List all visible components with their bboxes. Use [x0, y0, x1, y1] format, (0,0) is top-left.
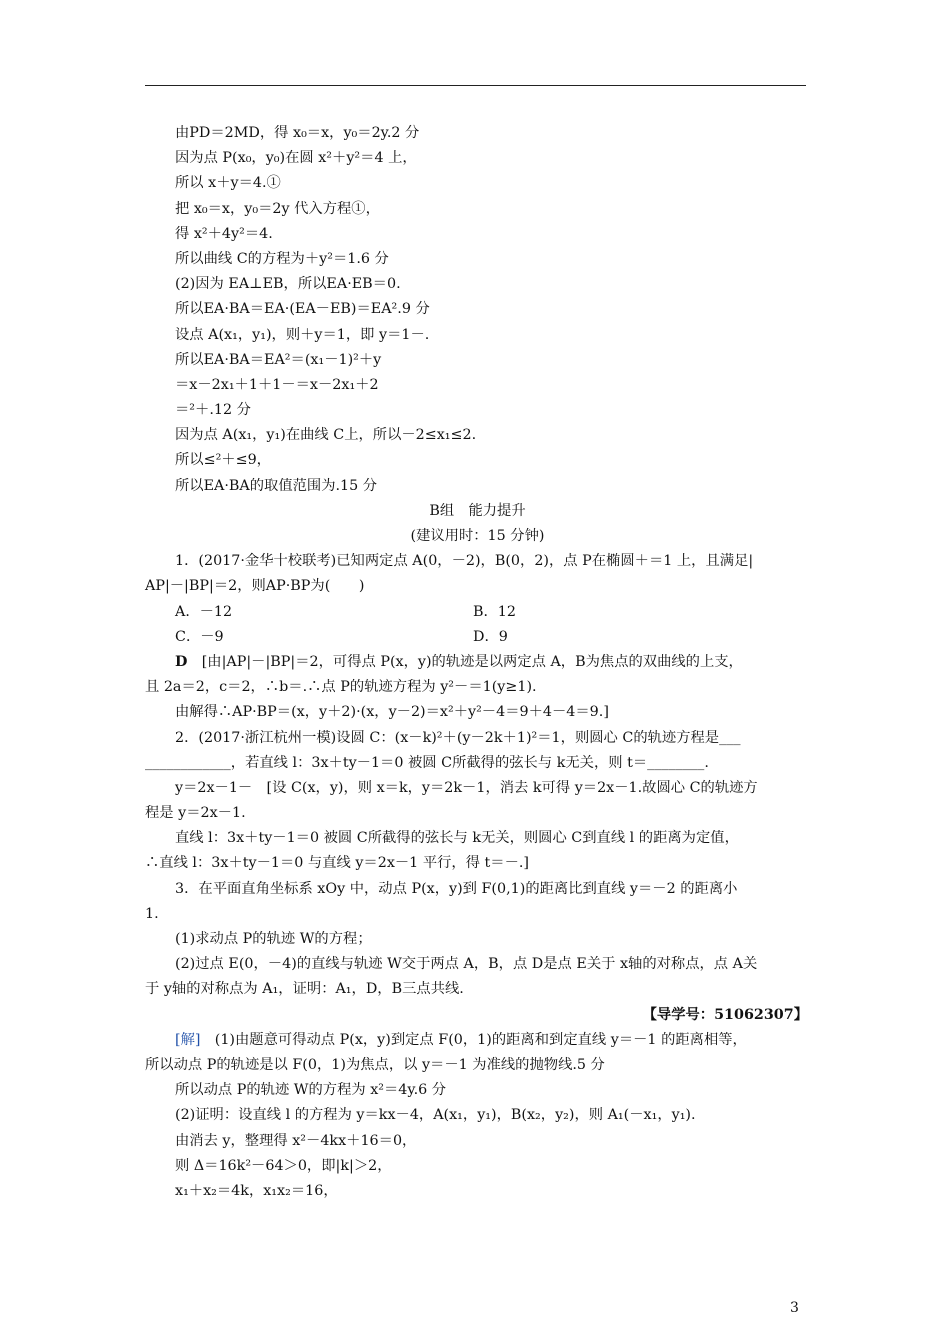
- text-line: 且 2a＝2，c＝2，∴b＝.∴点 P的轨迹方程为 y²－＝1(y≥1).: [145, 679, 537, 696]
- text-line: ∴直线 l：3x＋ty－1＝0 与直线 y＝2x－1 平行，得 t＝－.]: [145, 855, 530, 872]
- text-line: 所以曲线 C的方程为＋y²＝1.6 分: [175, 250, 389, 267]
- text-line: 直线 l：3x＋ty－1＝0 被圆 C所截得的弦长与 k无关，则圆心 C到直线 l 的距离为定值，: [175, 830, 739, 847]
- header-rule: [145, 85, 806, 86]
- text-line: 所以EA·BA＝EA²＝(x₁－1)²＋y: [175, 351, 382, 368]
- text-line: 程是 y＝2x－1.: [145, 805, 246, 822]
- text-line: (1)求动点 P的轨迹 W的方程；: [175, 931, 372, 947]
- answer-text: [由|AP|－|BP|＝2，可得点 P(x，y)的轨迹是以两定点 A，B为焦点的双曲线的上支，: [187, 653, 743, 670]
- question-2: 2．(2017·浙江杭州一模)设圆 C：(x－k)²＋(y－2k＋1)²＝1，则圆心 C的轨迹方程是___: [175, 729, 741, 746]
- text-line: 由消去 y，整理得 x²－4kx＋16＝0，: [175, 1132, 417, 1149]
- solution-tag: [解]: [175, 1031, 201, 1048]
- text-line: 把 x₀＝x，y₀＝2y 代入方程①，: [175, 200, 380, 217]
- text-line: (2)证明：设直线 l 的方程为 y＝kx－4，A(x₁，y₁)，B(x₂，y₂)，则 A₁(－x₁，y₁).: [175, 1107, 696, 1124]
- text-line: 由解得∴AP·BP＝(x，y＋2)·(x，y－2)＝x²＋y²－4＝9＋4－4＝9.]: [175, 704, 609, 721]
- options-row: [145, 600, 810, 625]
- text-line: 得 x²＋4y²＝4.: [175, 225, 273, 242]
- text-line: ＝x－2x₁＋1＋1－＝x－2x₁＋2: [175, 376, 379, 393]
- solution-text: (1)由题意可得动点 P(x，y)到定点 F(0，1)的距离和到定直线 y＝－1 的距离相等，: [200, 1031, 747, 1048]
- question-1: 1．(2017·金华十校联考)已知两定点 A(0，－2)，B(0，2)，点 P在椭圆＋＝1 上，且满足|: [175, 553, 754, 570]
- options-row: [145, 625, 810, 650]
- text-line: 所以 x＋y＝4.①: [175, 175, 281, 192]
- text-line: ＝²＋.12 分: [175, 402, 251, 419]
- answer-line: [145, 650, 810, 675]
- text-line: 所以动点 P的轨迹是以 F(0，1)为焦点，以 y＝－1 为准线的抛物线.5 分: [145, 1056, 605, 1073]
- page-number: 3: [790, 1300, 799, 1316]
- text-line: 1.: [145, 905, 159, 922]
- section-subtitle: (建议用时：15 分钟): [410, 528, 545, 544]
- section-title: B组 能力提升: [429, 502, 526, 519]
- text-line: 因为点 A(x₁，y₁)在曲线 C上，所以－2≤x₁≤2.: [175, 427, 477, 444]
- text-line: y＝2x－1－ [设 C(x，y)，则 x＝k，y＝2k－1，消去 k可得 y＝2x－1.故圆心 C的轨迹方: [175, 779, 758, 796]
- text-line: ____________，若直线 l：3x＋ty－1＝0 被圆 C所截得的弦长与 k无关，则 t＝________.: [145, 754, 709, 771]
- text-line: 设点 A(x₁，y₁)，则＋y＝1，即 y＝1－.: [175, 326, 430, 343]
- answer-letter: D: [175, 653, 188, 670]
- text-line: 由PD＝2MD，得 x₀＝x，y₀＝2y.2 分: [175, 125, 420, 141]
- text-line: 所以EA·BA的取值范围为.15 分: [175, 477, 378, 494]
- guide-number: 【导学号：51062307】: [642, 1006, 808, 1023]
- question-3: 3．在平面直角坐标系 xOy 中，动点 P(x，y)到 F(0,1)的距离比到直线 y＝－2 的距离小: [175, 880, 738, 897]
- text-line: 所以动点 P的轨迹 W的方程为 x²＝4y.6 分: [175, 1082, 447, 1099]
- text-line: 则 Δ＝16k²－64＞0，即|k|＞2，: [175, 1157, 392, 1174]
- text-line: x₁＋x₂＝4k，x₁x₂＝16，: [175, 1182, 338, 1199]
- option-b: B．12: [473, 603, 516, 620]
- document-body: [145, 121, 810, 1204]
- text-line: 于 y轴的对称点为 A₁，证明：A₁，D，B三点共线.: [145, 981, 464, 998]
- option-d: D．9: [473, 628, 508, 645]
- text-line: (2)过点 E(0，－4)的直线与轨迹 W交于两点 A，B，点 D是点 E关于 x轴的对称点，点 A关: [175, 956, 758, 973]
- text-line: AP|－|BP|＝2，则AP·BP为( ): [145, 578, 365, 595]
- solution-line: [145, 1028, 810, 1053]
- option-a: A．－12: [175, 603, 233, 620]
- text-line: 所以≤²＋≤9，: [175, 452, 271, 469]
- option-c: C．－9: [175, 628, 224, 645]
- text-line: 所以EA·BA＝EA·(EA－EB)＝EA².9 分: [175, 301, 430, 318]
- text-line: 因为点 P(x₀，y₀)在圆 x²＋y²＝4 上，: [175, 150, 417, 167]
- text-line: (2)因为 EA⊥EB，所以EA·EB＝0.: [175, 276, 401, 293]
